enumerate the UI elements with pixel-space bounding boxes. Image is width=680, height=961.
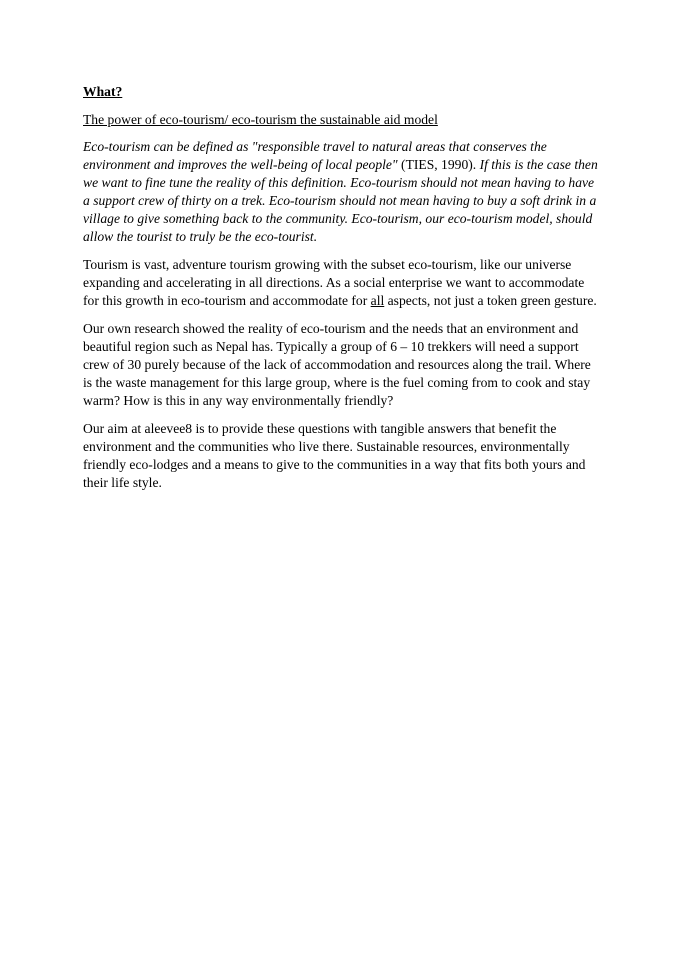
definition-commentary: If this is the case then we want to fine tune the reality of this definition. Eco-tourism should not mean having to have a support crew of thirty on a trek. Eco-tourism should not mean having to buy a soft drink in a village to give something back to the community. Eco-tourism, our eco-tourism model, should allow the tourist to truly be the eco-tourist.	[83, 157, 598, 244]
definition-paragraph	[83, 138, 603, 246]
document-page	[83, 83, 603, 502]
definition-quote: Eco-tourism can be defined as "responsible travel to natural areas that conserves the environment and improves the well-being of local people"	[83, 139, 547, 172]
growth-paragraph	[83, 256, 603, 310]
aim-paragraph: Our aim at aleevee8 is to provide these questions with tangible answers that benefit the environment and the communities who live there. Sustainable resources, environmentally friendly eco-lodges and a means to give to the communities in a way that fits both yours and their life style.	[83, 421, 586, 490]
research-paragraph: Our own research showed the reality of eco-tourism and the needs that an environment and beautiful region such as Nepal has. Typically a group of 6 – 10 trekkers will need a support crew of 30 purely because of the lack of accommodation and resources along the trail. Where is the waste management for this large group, where is the fuel coming from to cook and stay warm? How is this in any way environmentally friendly?	[83, 321, 591, 408]
emphasis-all: all	[370, 293, 385, 308]
citation: (TIES, 1990).	[397, 157, 480, 172]
growth-text-after: aspects, not just a token green gesture.	[384, 293, 597, 308]
section-heading: What?	[83, 84, 123, 99]
growth-text-before: Tourism is vast, adventure tourism growing with the subset eco-tourism, like our universe expanding and accelerating in all directions. As a social enterprise we want to accommodate for this growth in eco-tourism and accommodate for	[83, 257, 585, 308]
section-subheading: The power of eco-tourism/ eco-tourism the sustainable aid model	[83, 112, 438, 127]
